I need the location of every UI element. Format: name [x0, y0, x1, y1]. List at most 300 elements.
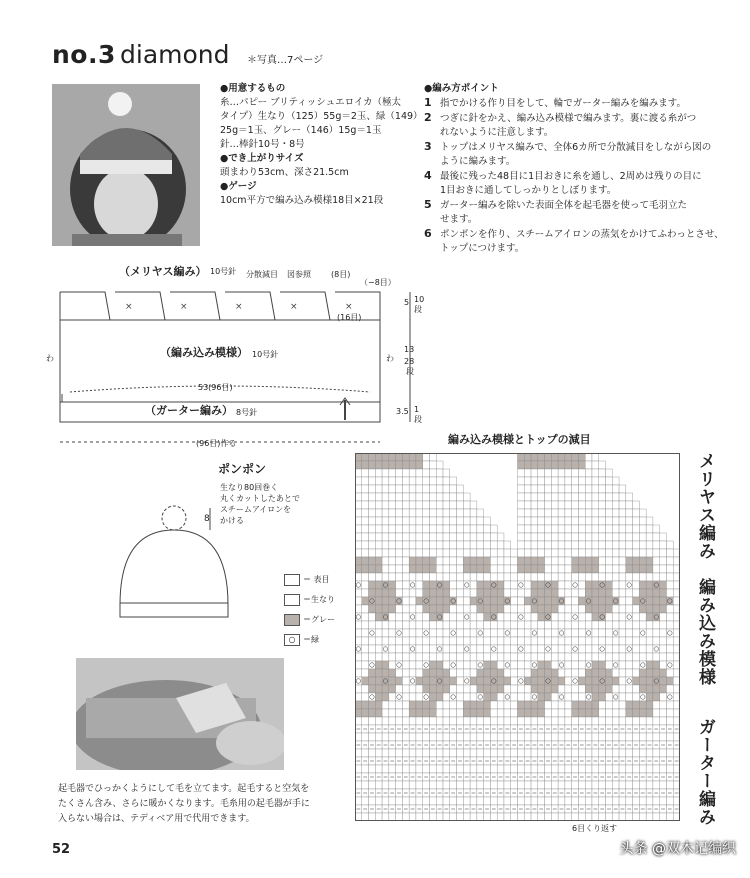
chart-cell	[490, 685, 497, 693]
chart-cell	[538, 701, 545, 709]
chart-cell	[666, 653, 673, 661]
materials-title: ●用意するもの	[220, 83, 286, 94]
chart-cell	[646, 613, 653, 621]
materials-line: 糸…パピー ブリティッシュエロイカ（極太	[220, 97, 402, 108]
chart-cell	[524, 581, 531, 589]
chart-cell	[484, 797, 491, 805]
chart-cell	[531, 813, 538, 821]
chart-cell	[389, 573, 396, 581]
chart-cell	[518, 781, 525, 789]
chart-cell	[389, 469, 396, 477]
chart-cell	[416, 653, 423, 661]
chart-cell	[396, 669, 403, 677]
chart-cell	[585, 501, 592, 509]
label-dan1u: 段	[414, 415, 422, 424]
chart-cell	[423, 509, 430, 517]
chart-cell	[612, 669, 619, 677]
chart-cell	[518, 485, 525, 493]
chart-cell	[551, 597, 558, 605]
label-amikomi: （編み込み模様）	[160, 346, 248, 359]
chart-cell	[639, 669, 646, 677]
chart-cell	[409, 749, 416, 757]
chart-cell	[538, 781, 545, 789]
chart-cell	[369, 485, 376, 493]
chart-cell	[565, 701, 572, 709]
chart-cell	[565, 589, 572, 597]
chart-cell	[551, 565, 558, 573]
chart-cell	[355, 693, 362, 701]
chart-cell	[585, 549, 592, 557]
chart-cell	[450, 701, 457, 709]
chart-cell	[416, 629, 423, 637]
chart-cell	[572, 661, 579, 669]
chart-cell	[463, 693, 470, 701]
chart-cell	[362, 645, 369, 653]
chart-cell	[429, 501, 436, 509]
chart-cell	[565, 669, 572, 677]
chart-cell	[369, 589, 376, 597]
chart-cell	[606, 565, 613, 573]
chart-cell	[524, 469, 531, 477]
chart-cell	[423, 469, 430, 477]
chart-cell	[382, 661, 389, 669]
chart-cell	[666, 613, 673, 621]
chart-cell	[599, 621, 606, 629]
chart-cell	[450, 765, 457, 773]
chart-cell	[592, 717, 599, 725]
chart-cell	[504, 669, 511, 677]
chart-cell	[673, 685, 680, 693]
chart-cell	[497, 557, 504, 565]
chart-cell	[531, 517, 538, 525]
chart-cell	[572, 749, 579, 757]
chart-cell	[558, 509, 565, 517]
chart-cell	[443, 581, 450, 589]
chart-cell	[436, 573, 443, 581]
pompom-size: 8	[204, 514, 210, 524]
chart-cell	[531, 573, 538, 581]
chart-cell	[504, 685, 511, 693]
chart-cell	[531, 589, 538, 597]
chart-cell	[511, 581, 518, 589]
chart-cell	[545, 597, 552, 605]
chart-cell	[551, 453, 558, 461]
chart-cell	[402, 813, 409, 821]
chart-cell	[639, 533, 646, 541]
chart-cell	[369, 533, 376, 541]
chart-cell	[524, 557, 531, 565]
chart-cell	[436, 461, 443, 469]
chart-cell	[592, 549, 599, 557]
chart-cell	[606, 733, 613, 741]
chart-cell	[558, 813, 565, 821]
chart-cell	[578, 501, 585, 509]
chart-cell	[673, 613, 680, 621]
chart-cell	[626, 525, 633, 533]
chart-cell	[409, 629, 416, 637]
knitting-chart	[355, 453, 680, 821]
chart-cell	[545, 669, 552, 677]
chart-cell	[619, 653, 626, 661]
chart-cell	[423, 525, 430, 533]
chart-cell	[639, 565, 646, 573]
chart-cell	[673, 605, 680, 613]
chart-cell	[599, 485, 606, 493]
chart-cell	[463, 669, 470, 677]
chart-cell	[551, 669, 558, 677]
chart-cell	[551, 629, 558, 637]
chart-cell	[666, 733, 673, 741]
chart-cell	[416, 637, 423, 645]
chart-cell	[599, 637, 606, 645]
chart-cell	[545, 661, 552, 669]
chart-cell	[524, 605, 531, 613]
chart-cell	[470, 541, 477, 549]
chart-cell	[619, 781, 626, 789]
chart-cell	[429, 733, 436, 741]
chart-cell	[402, 517, 409, 525]
chart-cell	[538, 589, 545, 597]
chart-cell	[633, 693, 640, 701]
chart-cell	[660, 733, 667, 741]
chart-cell	[457, 541, 464, 549]
chart-cell	[429, 565, 436, 573]
chart-cell	[511, 621, 518, 629]
chart-cell	[369, 581, 376, 589]
chart-cell	[565, 749, 572, 757]
chart-cell	[551, 749, 558, 757]
chart-cell	[585, 621, 592, 629]
chart-cell	[585, 813, 592, 821]
chart-cell	[382, 597, 389, 605]
chart-cell	[585, 469, 592, 477]
caption-line: たくさん含み、さらに暖かくなります。毛糸用の起毛器が手に	[58, 799, 310, 809]
chart-cell	[402, 477, 409, 485]
chart-cell	[511, 781, 518, 789]
chart-cell	[653, 621, 660, 629]
chart-cell	[389, 693, 396, 701]
chart-cell	[355, 797, 362, 805]
chart-cell	[375, 533, 382, 541]
chart-cell	[551, 605, 558, 613]
chart-cell	[375, 701, 382, 709]
chart-cell	[382, 565, 389, 573]
chart-cell	[551, 533, 558, 541]
chart-cell	[470, 533, 477, 541]
chart-cell	[572, 629, 579, 637]
chart-cell	[673, 549, 680, 557]
chart-cell	[457, 533, 464, 541]
chart-cell	[402, 533, 409, 541]
chart-cell	[423, 573, 430, 581]
chart-cell	[518, 453, 525, 461]
chart-cell	[389, 813, 396, 821]
chart-cell	[416, 709, 423, 717]
chart-cell	[389, 541, 396, 549]
chart-cell	[436, 669, 443, 677]
label-bottom: (96目)作る	[196, 439, 237, 448]
chart-cell	[396, 461, 403, 469]
chart-cell	[524, 565, 531, 573]
legend: ＝ 表目 ＝生なり ＝グレー ○ ＝緑	[284, 570, 335, 650]
chart-cell	[633, 629, 640, 637]
chart-cell	[592, 509, 599, 517]
chart-cell	[355, 565, 362, 573]
chart-cell	[396, 525, 403, 533]
chart-cell	[653, 557, 660, 565]
chart-cell	[362, 669, 369, 677]
chart-cell	[551, 653, 558, 661]
chart-cell	[375, 589, 382, 597]
chart-cell	[578, 541, 585, 549]
chart-cell	[572, 477, 579, 485]
chart-cell	[666, 685, 673, 693]
chart-cell	[538, 693, 545, 701]
point-item: 2 つぎに針をかえ、編み込み模様で編みます。裏に渡る糸がつ	[424, 111, 697, 124]
chart-cell	[626, 549, 633, 557]
chart-cell	[477, 621, 484, 629]
chart-cell	[511, 797, 518, 805]
chart-cell	[362, 453, 369, 461]
chart-cell	[450, 581, 457, 589]
chart-cell	[592, 797, 599, 805]
chart-cell	[578, 605, 585, 613]
chart-cell	[646, 781, 653, 789]
chart-cell	[429, 677, 436, 685]
chart-cell	[416, 717, 423, 725]
chart-cell	[606, 677, 613, 685]
chart-cell	[619, 565, 626, 573]
chart-cell	[409, 573, 416, 581]
chart-cell	[666, 605, 673, 613]
chart-cell	[592, 453, 599, 461]
chart-cell	[612, 613, 619, 621]
chart-cell	[551, 509, 558, 517]
chart-cell	[531, 557, 538, 565]
chart-cell	[490, 781, 497, 789]
chart-cell	[653, 533, 660, 541]
chart-cell	[619, 765, 626, 773]
chart-cell	[355, 661, 362, 669]
chart-cell	[443, 781, 450, 789]
chart-cell	[619, 581, 626, 589]
photo-reference: ＊写真…7ページ	[247, 55, 324, 66]
chart-cell	[633, 797, 640, 805]
chart-cell	[565, 501, 572, 509]
chart-cell	[606, 501, 613, 509]
chart-cell	[606, 813, 613, 821]
chart-cell	[612, 485, 619, 493]
chart-cell	[524, 653, 531, 661]
chart-cell	[470, 709, 477, 717]
chart-cell	[653, 693, 660, 701]
chart-cell	[666, 717, 673, 725]
chart-cell	[606, 685, 613, 693]
chart-cell	[396, 533, 403, 541]
chart-cell	[369, 453, 376, 461]
chart-cell	[490, 669, 497, 677]
chart-cell	[504, 605, 511, 613]
chart-cell	[578, 733, 585, 741]
chart-cell	[612, 589, 619, 597]
label-needle-10a: 10号針	[210, 267, 237, 276]
chart-cell	[355, 533, 362, 541]
chart-cell	[369, 621, 376, 629]
chart-cell	[497, 541, 504, 549]
chart-cell	[402, 493, 409, 501]
chart-cell	[369, 517, 376, 525]
chart-cell	[673, 653, 680, 661]
chart-cell	[626, 653, 633, 661]
chart-cell	[355, 813, 362, 821]
chart-cell	[402, 709, 409, 717]
chart-cell	[653, 605, 660, 613]
chart-cell	[518, 469, 525, 477]
chart-cell	[423, 501, 430, 509]
chart-cell	[612, 653, 619, 661]
chart-cell	[538, 469, 545, 477]
chart-cell	[518, 765, 525, 773]
chart-cell	[369, 469, 376, 477]
chart-cell	[551, 677, 558, 685]
chart-cell	[477, 637, 484, 645]
chart-cell	[477, 669, 484, 677]
chart-cell	[470, 629, 477, 637]
chart-cell	[606, 653, 613, 661]
chart-cell	[355, 781, 362, 789]
chart-cell	[362, 749, 369, 757]
chart-cell	[578, 653, 585, 661]
chart-cell	[673, 581, 680, 589]
chart-cell	[551, 709, 558, 717]
chart-cell	[470, 581, 477, 589]
chart-cell	[457, 605, 464, 613]
chart-cell	[382, 469, 389, 477]
chart-cell	[606, 533, 613, 541]
chart-cell	[578, 613, 585, 621]
chart-cell	[443, 813, 450, 821]
chart-cell	[565, 717, 572, 725]
chart-cell	[592, 461, 599, 469]
chart-cell	[592, 597, 599, 605]
chart-cell	[558, 461, 565, 469]
chart-cell	[443, 661, 450, 669]
chart-cell	[470, 749, 477, 757]
chart-cell	[524, 629, 531, 637]
chart-cell	[382, 637, 389, 645]
chart-cell	[470, 637, 477, 645]
chart-cell	[402, 629, 409, 637]
chart-cell	[375, 581, 382, 589]
chart-cell	[606, 629, 613, 637]
chart-cell	[423, 621, 430, 629]
chart-cell	[633, 645, 640, 653]
chart-cell	[633, 517, 640, 525]
chart-cell	[369, 541, 376, 549]
chart-cell	[666, 645, 673, 653]
chart-cell	[660, 581, 667, 589]
chart-cell	[436, 685, 443, 693]
chart-cell	[653, 573, 660, 581]
chart-cell	[578, 453, 585, 461]
chart-cell	[423, 493, 430, 501]
chart-cell	[423, 477, 430, 485]
chart-cell	[524, 485, 531, 493]
chart-cell	[484, 573, 491, 581]
chart-cell	[653, 565, 660, 573]
chart-cell	[402, 501, 409, 509]
chart-cell	[396, 653, 403, 661]
chart-cell	[389, 621, 396, 629]
chart-cell	[653, 709, 660, 717]
chart-cell	[646, 629, 653, 637]
chart-cell	[396, 733, 403, 741]
chart-cell	[423, 453, 430, 461]
chart-cell	[416, 565, 423, 573]
chart-cell	[612, 797, 619, 805]
chart-cell	[585, 797, 592, 805]
chart-cell	[389, 509, 396, 517]
chart-cell	[551, 797, 558, 805]
chart-cell	[538, 549, 545, 557]
chart-cell	[416, 677, 423, 685]
chart-cell	[490, 701, 497, 709]
chart-cell	[578, 749, 585, 757]
chart-cell	[531, 733, 538, 741]
chart-cell	[585, 533, 592, 541]
chart-cell	[518, 717, 525, 725]
chart-cell	[389, 661, 396, 669]
chart-cell	[606, 509, 613, 517]
chart-cell	[484, 685, 491, 693]
chart-cell	[538, 557, 545, 565]
chart-cell	[653, 813, 660, 821]
chart-cell	[673, 589, 680, 597]
chart-bottom-label: 6目くり返す	[572, 824, 618, 833]
chart-cell	[389, 717, 396, 725]
chart-cell	[606, 645, 613, 653]
chart-cell	[423, 645, 430, 653]
chart-cell	[518, 493, 525, 501]
chart-cell	[578, 525, 585, 533]
chart-cell	[355, 717, 362, 725]
chart-cell	[585, 645, 592, 653]
chart-cell	[396, 541, 403, 549]
chart-cell	[545, 653, 552, 661]
chart-cell	[355, 653, 362, 661]
chart-cell	[538, 677, 545, 685]
chart-cell	[565, 677, 572, 685]
chart-cell	[504, 701, 511, 709]
chart-cell	[369, 501, 376, 509]
chart-cell	[389, 549, 396, 557]
chart-cell	[633, 677, 640, 685]
chart-cell	[477, 525, 484, 533]
chart-cell	[531, 781, 538, 789]
chart-cell	[599, 541, 606, 549]
legend-green: ＝緑	[303, 635, 319, 644]
chart-cell	[396, 781, 403, 789]
chart-cell	[666, 709, 673, 717]
chart-cell	[626, 533, 633, 541]
chart-cell	[612, 509, 619, 517]
chart-cell	[443, 509, 450, 517]
chart-cell	[585, 493, 592, 501]
chart-cell	[504, 717, 511, 725]
chart-cell	[369, 781, 376, 789]
chart-cell	[646, 541, 653, 549]
chart-cell	[599, 549, 606, 557]
